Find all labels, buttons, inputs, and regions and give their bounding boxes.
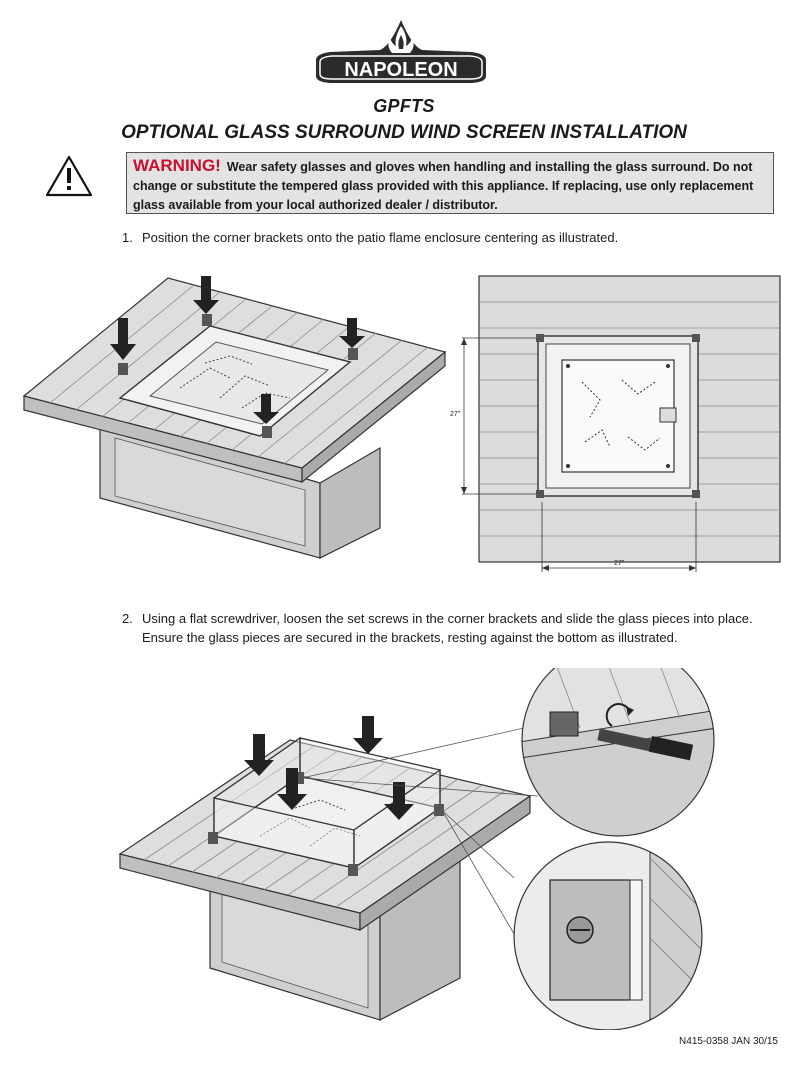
- napoleon-logo: [310, 16, 492, 98]
- table-perspective-brackets-figure: [20, 268, 450, 568]
- brand-name: NAPOLEON: [344, 59, 458, 81]
- document-code: N415-0358 JAN 30/15: [679, 1036, 778, 1047]
- step-text: Position the corner brackets onto the patio flame enclosure centering as illustrated.: [142, 230, 619, 245]
- step-2: [122, 609, 753, 647]
- dimension-vertical-label: 27": [450, 411, 461, 418]
- step-number: 1.: [122, 230, 133, 245]
- warning-text: Wear safety glasses and gloves when handling and installing the glass surround. Do not change or substitute the tempered glass provided with this appliance. If replacing, use only replacement glass available from your local authorized dealer / distributor.: [133, 160, 754, 212]
- warning-label: WARNING!: [133, 156, 221, 175]
- page-title: OPTIONAL GLASS SURROUND WIND SCREEN INSTALLATION: [121, 122, 687, 143]
- glass-installation-figure: [110, 668, 800, 1030]
- model-number: GPFTS: [373, 96, 435, 116]
- warning-box: [126, 152, 774, 214]
- step-text-line-2: Ensure the glass pieces are secured in the brackets, resting against the bottom as illustrated.: [142, 630, 678, 645]
- step-text-line-1: Using a flat screwdriver, loosen the set screws in the corner brackets and slide the glass pieces into place.: [142, 611, 753, 626]
- top-view-dimensions-figure: [450, 272, 795, 582]
- step-1: [122, 228, 618, 247]
- warning-triangle-icon: [44, 154, 94, 198]
- dimension-horizontal-label: 27": [614, 560, 625, 567]
- step-number: 2.: [122, 611, 133, 626]
